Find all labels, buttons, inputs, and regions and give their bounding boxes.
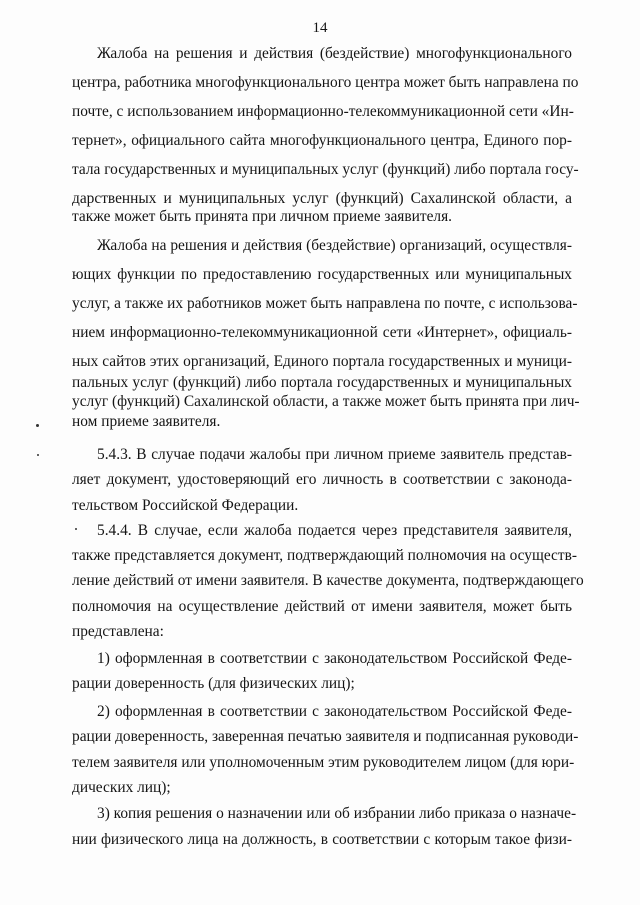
- paragraph-1-line-6: дарственных и муниципальных услуг (функций) Сахалинской области, а: [72, 190, 572, 207]
- paragraph-4-line-3: ление действий от имени заявителя. В качестве документа, подтверждающего: [72, 572, 584, 589]
- paragraph-1-line-3: почте, с использованием информационно-телекоммуникационной сети «Ин-: [72, 103, 574, 120]
- paragraph-1-line-2: центра, работника многофункционального центра может быть направлена по: [72, 74, 579, 91]
- item-1-line-1: 1) оформленная в соответствии с законодательством Российской Феде-: [97, 650, 572, 667]
- paragraph-1-line-5: тала государственных и муниципальных услуг (функций) либо портала госу-: [72, 161, 579, 178]
- page-number: 14: [312, 20, 328, 36]
- paragraph-2-line-8: ном приеме заявителя.: [72, 413, 221, 430]
- paragraph-3-line-1: 5.4.3. В случае подачи жалобы при личном приеме заявитель представ-: [97, 446, 572, 463]
- paragraph-2-line-5: ных сайтов этих организаций, Единого портала государственных и муници-: [72, 353, 572, 370]
- paragraph-1-line-4: тернет», официального сайта многофункционального центра, Единого пор-: [72, 132, 572, 149]
- paragraph-1-line-7: также может быть принята при личном приеме заявителя.: [72, 208, 453, 225]
- item-2-line-1: 2) оформленная в соответствии с законодательством Российской Феде-: [97, 703, 572, 720]
- item-2-line-2: рации доверенность, заверенная печатью заявителя и подписанная руководи-: [72, 728, 579, 745]
- paragraph-2-line-7: услуг (функций) Сахалинской области, а также может быть принята при лич-: [72, 393, 580, 410]
- paragraph-4-line-5: представлена:: [72, 623, 164, 640]
- scan-speck: [75, 528, 77, 530]
- paragraph-4-line-2: также представляется документ, подтверждающий полномочия на осуществ-: [72, 547, 578, 564]
- paragraph-2-line-2: ющих функции по предоставлению государственных или муниципальных: [72, 266, 572, 283]
- item-3-line-1: 3) копия решения о назначении или об избрании либо приказа о назначе-: [97, 805, 577, 822]
- paragraph-4-line-1: 5.4.4. В случае, если жалоба подается через представителя заявителя,: [97, 522, 572, 539]
- paragraph-3-line-2: ляет документ, удостоверяющий его личность в соответствии с законода-: [72, 471, 572, 488]
- paragraph-2-line-6: пальных услуг (функций) либо портала государственных и муниципальных: [72, 374, 572, 391]
- paragraph-1-line-1: Жалоба на решения и действия (бездействие) многофункционального: [97, 45, 572, 62]
- item-1-line-2: рации доверенность (для физических лиц);: [72, 675, 355, 692]
- item-3-line-2: нии физического лица на должность, в соответствии с которым такое физи-: [72, 831, 572, 848]
- paragraph-2-line-4: нием информационно-телекоммуникационной сети «Интернет», официаль-: [72, 324, 572, 341]
- paragraph-2-line-3: услуг, а также их работников может быть направлена по почте, с использова-: [72, 295, 578, 312]
- scan-speck: [37, 454, 39, 456]
- scan-speck: [36, 424, 39, 427]
- paragraph-2-line-1: Жалоба на решения и действия (бездействие) организаций, осуществля-: [97, 237, 572, 254]
- paragraph-4-line-4: полномочия на осуществление действий от имени заявителя, может быть: [72, 598, 572, 615]
- paragraph-3-line-3: тельством Российской Федерации.: [72, 497, 299, 514]
- item-2-line-4: дических лиц);: [72, 779, 171, 796]
- item-2-line-3: телем заявителя или уполномоченным этим руководителем лицом (для юри-: [72, 754, 575, 771]
